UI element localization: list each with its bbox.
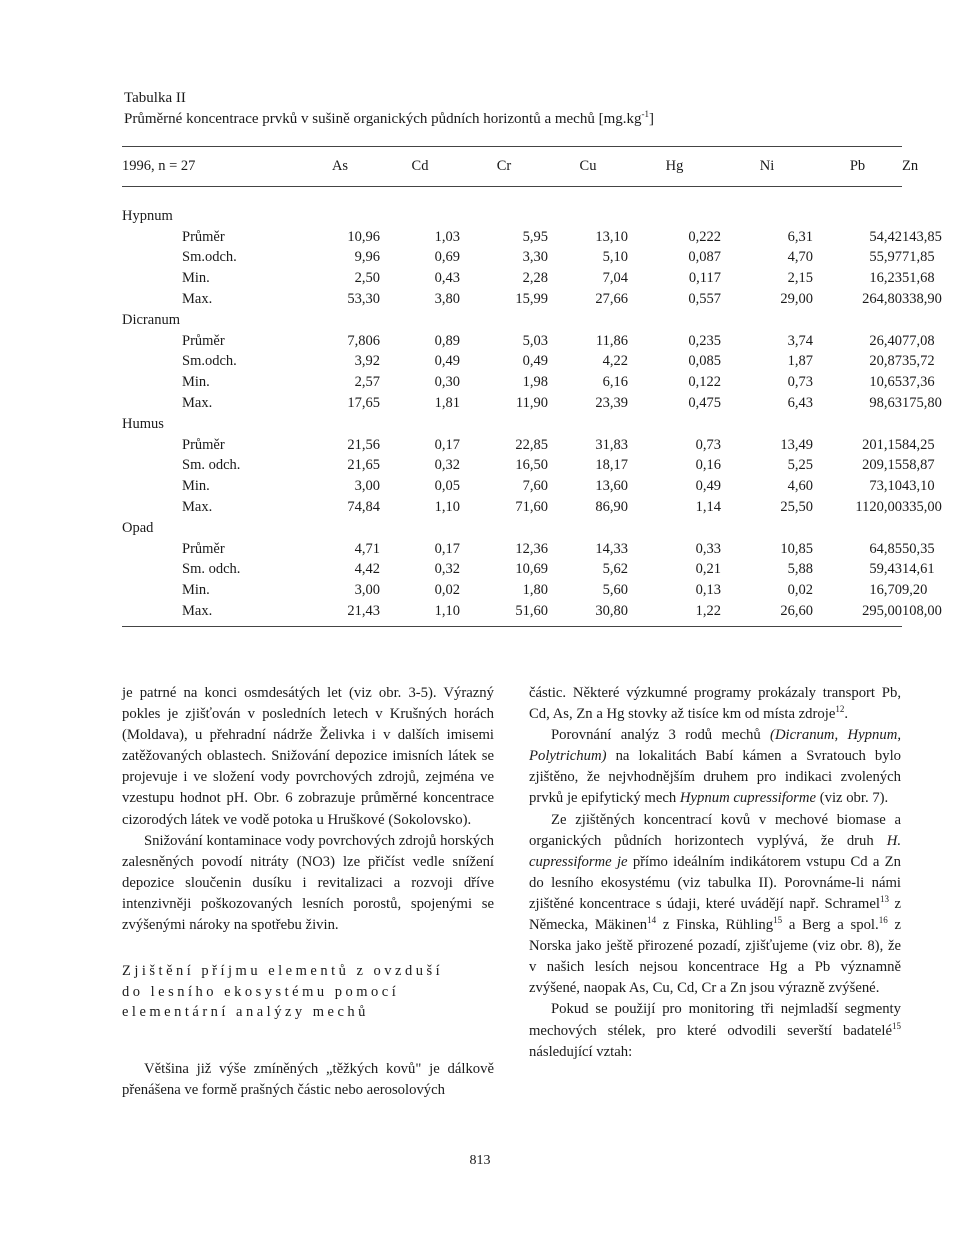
header-element-ni: Ni <box>759 157 775 174</box>
table-cell-hg: 0,222 <box>688 228 721 245</box>
table-cell-cr: 51,60 <box>515 603 548 620</box>
row-spacer <box>122 331 182 352</box>
table-cell-cu: 18,17 <box>595 457 628 474</box>
table-bottom-rule <box>122 626 902 627</box>
concentration-table <box>122 156 942 622</box>
table-cell-cr: 15,99 <box>515 291 548 308</box>
group-row-hypnum <box>122 190 902 227</box>
section-heading <box>122 961 494 1023</box>
table-cell-pb: 295,00 <box>862 603 902 620</box>
table-cell-ni: 25,50 <box>780 499 813 516</box>
table-cell-ni: 6,31 <box>787 228 813 245</box>
table-cell-hg: 0,16 <box>695 457 721 474</box>
table-cell-pb: 201,15 <box>862 436 902 453</box>
table-cell-cd: 0,49 <box>434 353 460 370</box>
table-cell-hg: 0,49 <box>695 478 721 495</box>
table-cell-hg: 0,13 <box>695 582 721 599</box>
table-cell-cr: 12,36 <box>515 540 548 557</box>
table-cell-cu: 5,60 <box>602 582 628 599</box>
table-cell-pb: 73,10 <box>869 478 902 495</box>
table-cell-hg: 0,557 <box>688 291 721 308</box>
table-cell-as: 21,56 <box>347 436 380 453</box>
table-cell-as: 21,43 <box>347 603 380 620</box>
row-label: Průměr <box>182 540 225 557</box>
section-heading-line-3: elementární analýzy mechů <box>122 1004 369 1021</box>
table-cell-as: 4,71 <box>354 540 380 557</box>
table-cell-hg: 0,117 <box>688 270 721 287</box>
header-element-pb: Pb <box>849 157 866 174</box>
table-row: Min. 2,57 0,30 1,98 6,16 0,122 0,73 10,65 37,36 <box>122 372 902 393</box>
table-cell-cr: 16,50 <box>515 457 548 474</box>
group-name: Dicranum <box>122 311 180 328</box>
table-row: Průměr 4,71 0,17 12,36 14,33 0,33 10,85 64,85 50,35 <box>122 539 902 560</box>
left-paragraph-1: je patrné na konci osmdesátých let (viz obr. 3-5). Výrazný pokles je zjišťován v posledních letech v Krušných horách (Moldava), u přehradní nádrže Želivka i v dalších imisemi zatěžovaných oblastech. Snižování depozice imisních látek se projevuje i ve složení vody povrchových zdrojů, zejména ve vzestupu hodnot pH. Obr. 6 zobrazuje průměrné koncentrace cizorodých látek ve vodě potoka u Hruškové (Sokolovsko). <box>122 685 494 828</box>
table-cell-as: 74,84 <box>347 499 380 516</box>
table-cell-cr: 11,90 <box>515 395 548 412</box>
table-cell-cu: 5,62 <box>602 561 628 578</box>
table-cell-hg: 0,235 <box>688 332 721 349</box>
table-cell-hg: 0,087 <box>688 249 721 266</box>
table-cell-as: 10,96 <box>347 228 380 245</box>
table-cell-hg: 0,21 <box>695 561 721 578</box>
group-row-dicranum <box>122 310 902 331</box>
table-cell-cr: 5,95 <box>522 228 548 245</box>
table-cell-hg: 0,122 <box>688 374 721 391</box>
table-cell-ni: 6,43 <box>787 395 813 412</box>
row-spacer <box>122 497 182 518</box>
table-cell-cu: 23,39 <box>595 395 628 412</box>
table-cell-cu: 11,86 <box>595 332 628 349</box>
table-cell-as: 7,806 <box>347 332 380 349</box>
table-row: Max. 53,30 3,80 15,99 27,66 0,557 29,00 264,80 338,90 <box>122 289 902 310</box>
row-label: Sm.odch. <box>182 249 237 266</box>
table-cell-cd: 0,30 <box>434 374 460 391</box>
table-cell-ni: 29,00 <box>780 291 813 308</box>
table-cell-cu: 31,83 <box>595 436 628 453</box>
table-cell-hg: 0,085 <box>688 353 721 370</box>
table-cell-ni: 5,25 <box>787 457 813 474</box>
section-heading-line-1: Zjištění příjmu elementů z ovzduší <box>122 963 444 980</box>
group-name: Hypnum <box>122 207 173 224</box>
table-caption-title: Tabulka II <box>124 90 186 106</box>
table-cell-ni: 3,74 <box>787 332 813 349</box>
table-cell-cu: 86,90 <box>595 499 628 516</box>
right-text-column <box>529 683 901 1063</box>
row-label: Max. <box>182 603 213 620</box>
table-cell-cd: 1,10 <box>434 603 460 620</box>
table-row: Průměr 10,96 1,03 5,95 13,10 0,222 6,31 54,42 143,85 <box>122 227 902 248</box>
table-row: Min. 3,00 0,02 1,80 5,60 0,13 0,02 16,70 9,20 <box>122 580 902 601</box>
row-spacer <box>122 560 182 581</box>
table-cell-hg: 1,14 <box>695 499 721 516</box>
table-cell-ni: 4,60 <box>787 478 813 495</box>
table-cell-ni: 0,73 <box>787 374 813 391</box>
table-header-row: 1996, n = 27 As Cd Cr Cu Hg Ni Pb Zn <box>122 156 902 190</box>
table-cell-cr: 3,30 <box>522 249 548 266</box>
table-cell-as: 3,92 <box>354 353 380 370</box>
table-cell-as: 17,65 <box>347 395 380 412</box>
table-cell-pb: 16,23 <box>869 270 902 287</box>
right-paragraph-3: Ze zjištěných koncentrací kovů v mechové biomase a organických půdních horizontech vyplývá, že druh H. cupressiforme je přímo ideálním indikátorem vstupu Cd a Zn do lesního ekosystému (viz tabulka II). Porovnáme-li námi zjištěné koncentrace s údaji, které uvádějí např. Schramel$^{13}$ z Německa, Mäkinen$^{14}$ z Finska, Rühling$^{15}$ a Berg a spol.$^{16}$ z Norska jako ještě přirozené pozadí, zjišťujeme (viz obr. 8), že v našich lesích nejsou koncentrace Hg a Pb významně zvýšené, naopak As, Cu, Cd, Cr a Zn jsou výrazně zvýšené. <box>529 811 901 997</box>
table-cell-as: 53,30 <box>347 291 380 308</box>
table-cell-pb: 264,80 <box>862 291 902 308</box>
table-caption-description: Průměrné koncentrace prvků v sušině organických půdních horizontů a mechů $[mg.kg^{-1}]$ <box>124 109 654 127</box>
table-cell-cr: 22,85 <box>515 436 548 453</box>
table-cell-cd: 0,89 <box>434 332 460 349</box>
table-cell-ni: 0,02 <box>787 582 813 599</box>
table-row: Průměr 21,56 0,17 22,85 31,83 0,73 13,49 201,15 84,25 <box>122 435 902 456</box>
table-cell-pb: 55,97 <box>869 249 902 266</box>
table-cell-cu: 6,16 <box>602 374 628 391</box>
table-cell-as: 4,42 <box>354 561 380 578</box>
table-cell-cd: 0,17 <box>434 540 460 557</box>
table-cell-cd: 1,10 <box>434 499 460 516</box>
row-label: Sm.odch. <box>182 353 237 370</box>
table-cell-ni: 13,49 <box>780 436 813 453</box>
row-label: Min. <box>182 478 210 495</box>
table-cell-cd: 0,32 <box>434 457 460 474</box>
row-spacer <box>122 456 182 477</box>
group-row-humus <box>122 414 902 435</box>
table-row: Sm. odch. 4,42 0,32 10,69 5,62 0,21 5,88 59,43 14,61 <box>122 560 902 581</box>
table-row: Max. 74,84 1,10 71,60 86,90 1,14 25,50 1120,00 335,00 <box>122 497 902 518</box>
table-cell-cd: 0,02 <box>434 582 460 599</box>
row-label: Max. <box>182 291 213 308</box>
table-cell-as: 2,57 <box>354 374 380 391</box>
table-cell-hg: 0,33 <box>695 540 721 557</box>
row-spacer <box>122 393 182 414</box>
table-cell-cd: 3,80 <box>434 291 460 308</box>
header-element-cu: Cu <box>579 157 597 174</box>
row-label: Průměr <box>182 436 225 453</box>
row-spacer <box>122 289 182 310</box>
table-cell-ni: 26,60 <box>780 603 813 620</box>
table-cell-cr: 2,28 <box>522 270 548 287</box>
table-row: Sm. odch. 21,65 0,32 16,50 18,17 0,16 5,25 209,15 58,87 <box>122 456 902 477</box>
table-cell-pb: 98,63 <box>869 395 902 412</box>
table-cell-ni: 4,70 <box>787 249 813 266</box>
table-cell-cd: 1,03 <box>434 228 460 245</box>
table-caption <box>124 88 654 130</box>
table-cell-cu: 4,22 <box>602 353 628 370</box>
header-sample-info: 1996, n = 27 <box>122 157 196 174</box>
table-cell-cu: 14,33 <box>595 540 628 557</box>
table-cell-as: 3,00 <box>354 582 380 599</box>
table-cell-pb: 64,85 <box>869 540 902 557</box>
table-cell-cu: 13,60 <box>595 478 628 495</box>
row-label: Min. <box>182 582 210 599</box>
table-cell-hg: 0,73 <box>695 436 721 453</box>
table-cell-cu: 5,10 <box>602 249 628 266</box>
table-cell-pb: 16,70 <box>869 582 902 599</box>
group-name: Humus <box>122 415 164 432</box>
row-label: Max. <box>182 499 213 516</box>
row-spacer <box>122 352 182 373</box>
table-cell-cu: 27,66 <box>595 291 628 308</box>
row-spacer <box>122 372 182 393</box>
table-cell-cr: 5,03 <box>522 332 548 349</box>
table-cell-cu: 30,80 <box>595 603 628 620</box>
row-label: Průměr <box>182 332 225 349</box>
header-element-as: As <box>331 157 349 174</box>
row-label: Max. <box>182 395 213 412</box>
table-cell-cr: 1,98 <box>522 374 548 391</box>
table-cell-pb: 54,42 <box>869 228 902 245</box>
table-cell-pb: 1120,00 <box>855 499 902 516</box>
right-paragraph-2: Porovnání analýz 3 rodů mechů (Dicranum, Hypnum, Polytrichum) na lokalitách Babí kámen a Svratouch bylo zjištěno, že nejvhodnějším druhem pro indikaci zvolených prvků je epifytický mech Hypnum cupressiforme (viz obr. 7). <box>529 727 901 807</box>
table-cell-pb: 59,43 <box>869 561 902 578</box>
row-spacer <box>122 268 182 289</box>
header-element-cr: Cr <box>496 157 512 174</box>
table-cell-as: 21,65 <box>347 457 380 474</box>
header-element-cd: Cd <box>411 157 429 174</box>
row-spacer <box>122 580 182 601</box>
table-cell-pb: 10,65 <box>869 374 902 391</box>
table-row: Sm.odch. 9,96 0,69 3,30 5,10 0,087 4,70 55,97 71,85 <box>122 248 902 269</box>
table-cell-cu: 7,04 <box>602 270 628 287</box>
table-cell-cr: 10,69 <box>515 561 548 578</box>
table-cell-cd: 1,81 <box>434 395 460 412</box>
table-row: Max. 21,43 1,10 51,60 30,80 1,22 26,60 295,00 108,00 <box>122 601 902 622</box>
table-cell-cr: 7,60 <box>522 478 548 495</box>
table-top-rule <box>122 146 902 147</box>
left-paragraph-3: Většina již výše zmíněných „těžkých kovů" je dálkově přenášena ve formě prašných částic nebo aerosolových <box>122 1060 494 1098</box>
group-name: Opad <box>122 519 154 536</box>
table-cell-ni: 1,87 <box>787 353 813 370</box>
row-spacer <box>122 227 182 248</box>
left-text-column <box>122 683 494 1101</box>
row-label: Min. <box>182 374 210 391</box>
table-cell-hg: 1,22 <box>695 603 721 620</box>
row-spacer <box>122 435 182 456</box>
header-element-hg: Hg <box>665 157 684 174</box>
row-spacer <box>122 248 182 269</box>
right-paragraph-4: Pokud se použijí pro monitoring tři nejmladší segmenty mechových stélek, pro které odvodili severští badatelé$^{15}$ následující vztah: <box>529 1001 901 1060</box>
table-cell-cd: 0,69 <box>434 249 460 266</box>
table-cell-as: 3,00 <box>354 478 380 495</box>
section-heading-line-2: do lesního ekosystému pomocí <box>122 983 400 1000</box>
table-row: Max. 17,65 1,81 11,90 23,39 0,475 6,43 98,63 175,80 <box>122 393 902 414</box>
group-row-opad <box>122 518 902 539</box>
table-row: Min. 2,50 0,43 2,28 7,04 0,117 2,15 16,23 51,68 <box>122 268 902 289</box>
right-paragraph-1: částic. Některé výzkumné programy prokázaly transport Pb, Cd, As, Zn a Hg stovky až tisíce km od místa zdroje$^{12}$. <box>529 685 901 723</box>
table-cell-as: 2,50 <box>354 270 380 287</box>
table-cell-ni: 10,85 <box>780 540 813 557</box>
table-cell-cd: 0,32 <box>434 561 460 578</box>
row-label: Min. <box>182 270 210 287</box>
row-label: Průměr <box>182 228 225 245</box>
left-paragraph-2: Snižování kontaminace vody povrchových zdrojů horských zalesněných povodí nitráty (NO3) lze přičíst vedle snížení depozice sloučenin dusíku i revitalizaci a rozvoji dříve intenzivněji poškozovaných lesních porostů, spojenými se zvýšenými nároky na spotřebu živin. <box>122 832 494 934</box>
table-row: Průměr 7,806 0,89 5,03 11,86 0,235 3,74 26,40 77,08 <box>122 331 902 352</box>
table-cell-as: 9,96 <box>354 249 380 266</box>
table-cell-cr: 0,49 <box>522 353 548 370</box>
table-cell-cd: 0,43 <box>434 270 460 287</box>
table-cell-pb: 26,40 <box>869 332 902 349</box>
table-row: Min. 3,00 0,05 7,60 13,60 0,49 4,60 73,10 43,10 <box>122 476 902 497</box>
table-row: Sm.odch. 3,92 0,49 0,49 4,22 0,085 1,87 20,87 35,72 <box>122 352 902 373</box>
table-cell-pb: 20,87 <box>869 353 902 370</box>
table-cell-cu: 13,10 <box>595 228 628 245</box>
table-cell-pb: 209,15 <box>862 457 902 474</box>
table-cell-cr: 71,60 <box>515 499 548 516</box>
row-label: Sm. odch. <box>182 457 241 474</box>
table-cell-ni: 5,88 <box>787 561 813 578</box>
table-cell-ni: 2,15 <box>787 270 813 287</box>
table-cell-hg: 0,475 <box>688 395 721 412</box>
page-number: 813 <box>469 1153 491 1168</box>
table-cell-cr: 1,80 <box>522 582 548 599</box>
row-spacer <box>122 476 182 497</box>
row-label: Sm. odch. <box>182 561 241 578</box>
row-spacer <box>122 539 182 560</box>
table-body <box>122 190 942 622</box>
row-spacer <box>122 601 182 622</box>
table-cell-cd: 0,17 <box>434 436 460 453</box>
table-cell-cd: 0,05 <box>434 478 460 495</box>
